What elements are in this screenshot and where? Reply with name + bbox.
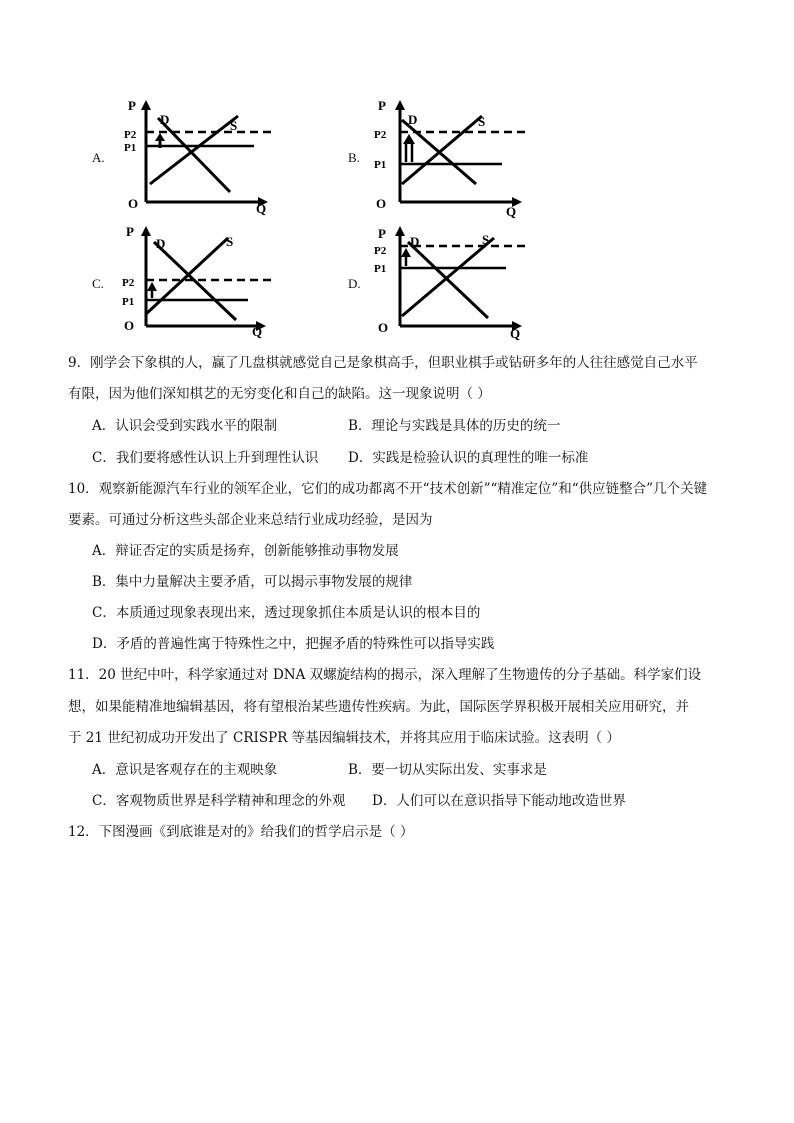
p2-label: P2: [122, 277, 135, 289]
origin-label: O: [378, 320, 389, 335]
q9-option-d[interactable]: D．实践是检验认识的真理性的唯一标准: [348, 450, 589, 466]
option-d-label: D.: [348, 276, 361, 291]
q11-stem-line3: 于 21 世纪初成功开发出了 CRISPR 等基因编辑技术，并将其应用于临床试验。这表明（ ）: [68, 730, 620, 746]
q9-option-c[interactable]: C．我们要将感性认识上升到理性认识: [92, 450, 319, 466]
q10-option-d[interactable]: D．矛盾的普遍性寓于特殊性之中，把握矛盾的特殊性可以指导实践: [92, 636, 495, 652]
q10-stem-line1: 10．观察新能源汽车行业的领军企业，它们的成功都离不开“技术创新”“精准定位”和“供应链整合”几个关键: [68, 481, 708, 497]
axis-p-label: P: [126, 224, 134, 239]
q12-stem-line1: 12．下图漫画《到底谁是对的》给我们的哲学启示是（ ）: [68, 824, 414, 840]
supply-label: S: [230, 118, 238, 133]
origin-label: O: [124, 318, 135, 333]
option-b-label: B.: [348, 150, 360, 165]
option-c-label: C.: [92, 276, 104, 291]
supply-demand-graph-d: [372, 224, 532, 342]
q9-option-a[interactable]: A．认识会受到实践水平的限制: [92, 418, 278, 434]
origin-label: O: [128, 196, 139, 211]
q11-option-a[interactable]: A．意识是客观存在的主观映象: [92, 762, 278, 778]
q11-option-c[interactable]: C．客观物质世界是科学精神和理念的外观: [92, 793, 346, 809]
p2-label: P2: [374, 129, 387, 141]
q10-option-a[interactable]: A．辩证否定的实质是扬弃，创新能够推动事物发展: [92, 543, 399, 559]
p2-label: P2: [374, 245, 387, 257]
origin-label: O: [376, 196, 387, 211]
supply-label: S: [226, 234, 234, 249]
q9-stem-line1: 9．刚学会下象棋的人，赢了几盘棋就感觉自己是象棋高手，但职业棋手或钻研多年的人往往感觉自己水平: [68, 355, 698, 371]
q11-stem-line1: 11．20 世纪中叶，科学家通过对 DNA 双螺旋结构的揭示，深入理解了生物遗传的分子基础。科学家们设: [68, 667, 702, 683]
axis-p-label: P: [378, 98, 386, 113]
supply-demand-graph-b: [372, 98, 532, 220]
q10-option-c[interactable]: C．本质通过现象表现出来，透过现象抓住本质是认识的根本目的: [92, 605, 481, 621]
q11-stem-line2: 想，如果能精准地编辑基因，将有望根治某些遗传性疾病。为此，国际医学界积极开展相关应用研究，并: [68, 699, 689, 715]
demand-label: D: [408, 112, 418, 127]
supply-label: S: [482, 232, 490, 247]
axis-q-label: Q: [252, 324, 263, 339]
p1-label: P1: [374, 159, 387, 171]
p2-label: P2: [124, 129, 137, 141]
p1-label: P1: [122, 296, 135, 308]
p1-label: P1: [374, 263, 387, 275]
supply-demand-graph-a: [118, 98, 278, 216]
q9-option-b[interactable]: B．理论与实践是具体的历史的统一: [348, 418, 561, 434]
option-a-label: A.: [92, 150, 105, 165]
supply-label: S: [478, 114, 486, 129]
axis-q-label: Q: [506, 204, 517, 219]
axis-p-label: P: [378, 226, 386, 241]
supply-demand-graph-c: [118, 224, 278, 340]
q11-option-d[interactable]: D．人们可以在意识指导下能动地改造世界: [372, 793, 626, 809]
p1-label: P1: [124, 142, 137, 154]
q10-option-b[interactable]: B．集中力量解决主要矛盾，可以揭示事物发展的规律: [92, 574, 413, 590]
q9-stem-line2: 有限，因为他们深知棋艺的无穷变化和自己的缺陷。这一现象说明（ ）: [68, 386, 491, 402]
q10-stem-line2: 要素。可通过分析这些头部企业来总结行业成功经验，是因为: [68, 512, 433, 528]
axis-q-label: Q: [256, 201, 267, 216]
axis-q-label: Q: [510, 326, 521, 341]
demand-label: D: [156, 236, 166, 251]
demand-label: D: [410, 234, 420, 249]
demand-label: D: [160, 112, 170, 127]
axis-p-label: P: [128, 98, 136, 113]
q11-option-b[interactable]: B．要一切从实际出发、实事求是: [348, 762, 547, 778]
